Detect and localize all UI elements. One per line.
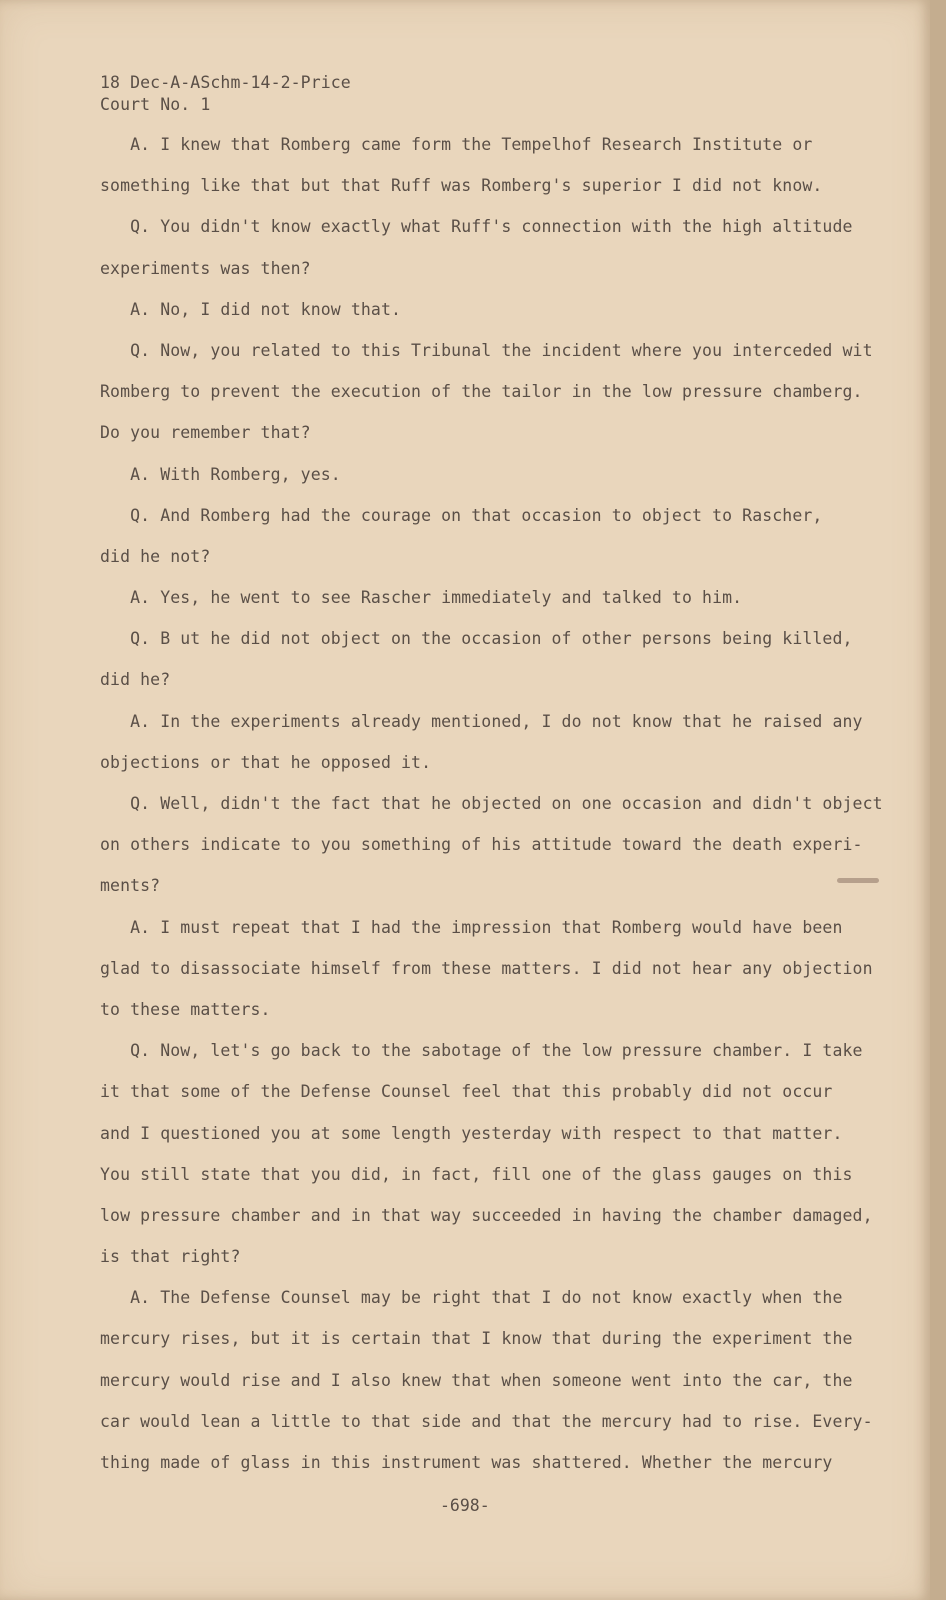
- transcript-line: to these matters.: [100, 999, 271, 1019]
- transcript-body: [100, 124, 890, 1483]
- transcript-line: A. Yes, he went to see Rascher immediately and talked to him.: [100, 588, 743, 608]
- document-reference: 18 Dec-A-ASchm-14-2-Price: [100, 73, 351, 92]
- transcript-line: A. The Defense Counsel may be right that I do not know exactly when the: [100, 1288, 843, 1308]
- transcript-line: and I questioned you at some length yesterday with respect to that matter.: [100, 1123, 843, 1143]
- transcript-line: is that right?: [100, 1247, 241, 1267]
- transcript-line: mercury rises, but it is certain that I know that during the experiment the: [100, 1329, 853, 1349]
- transcript-line: Q. You didn't know exactly what Ruff's connection with the high altitude: [100, 217, 853, 237]
- ink-smudge: [837, 878, 879, 883]
- transcript-line: A. I knew that Romberg came form the Tempelhof Research Institute or: [100, 135, 813, 154]
- document-content: [100, 72, 890, 1483]
- transcript-line: something like that but that Ruff was Romberg's superior I did not know.: [100, 176, 823, 196]
- transcript-line: Q. Now, let's go back to the sabotage of the low pressure chamber. I take: [100, 1041, 863, 1061]
- transcript-line: experiments was then?: [100, 258, 311, 278]
- transcript-line: Do you remember that?: [100, 423, 311, 443]
- transcript-line: ments?: [100, 876, 161, 896]
- transcript-line: mercury would rise and I also knew that when someone went into the car, the: [100, 1370, 853, 1390]
- transcript-line: Q. Now, you related to this Tribunal the incident where you interceded wit: [100, 340, 873, 360]
- transcript-line: A. With Romberg, yes.: [100, 464, 341, 484]
- transcript-line: A. In the experiments already mentioned, I do not know that he raised any: [100, 711, 863, 731]
- transcript-line: objections or that he opposed it.: [100, 752, 432, 772]
- transcript-line: Q. Well, didn't the fact that he objected on one occasion and didn't object: [100, 794, 883, 813]
- transcript-line: You still state that you did, in fact, fill one of the glass gauges on this: [100, 1164, 853, 1184]
- transcript-line: Q. And Romberg had the courage on that occasion to object to Rascher,: [100, 505, 823, 525]
- transcript-line: A. I must repeat that I had the impression that Romberg would have been: [100, 917, 843, 937]
- transcript-line: Romberg to prevent the execution of the tailor in the low pressure chamberg.: [100, 382, 863, 402]
- transcript-line: thing made of glass in this instrument was shattered. Whether the mercury: [100, 1453, 833, 1472]
- transcript-line: Q. B ut he did not object on the occasion of other persons being killed,: [100, 629, 853, 649]
- page-edge: [930, 0, 946, 1600]
- transcript-line: did he?: [100, 670, 171, 690]
- court-number: Court No. 1: [100, 95, 211, 114]
- transcript-line: did he not?: [100, 546, 211, 566]
- transcript-line: car would lean a little to that side and that the mercury had to rise. Every-: [100, 1411, 873, 1431]
- transcript-line: it that some of the Defense Counsel feel that this probably did not occur: [100, 1082, 833, 1102]
- transcript-line: on others indicate to you something of his attitude toward the death experi-: [100, 835, 863, 855]
- transcript-line: glad to disassociate himself from these matters. I did not hear any objection: [100, 958, 873, 978]
- transcript-line: low pressure chamber and in that way succeeded in having the chamber damaged,: [100, 1205, 873, 1225]
- page-number: -698-: [440, 1496, 490, 1515]
- transcript-line: A. No, I did not know that.: [100, 299, 402, 319]
